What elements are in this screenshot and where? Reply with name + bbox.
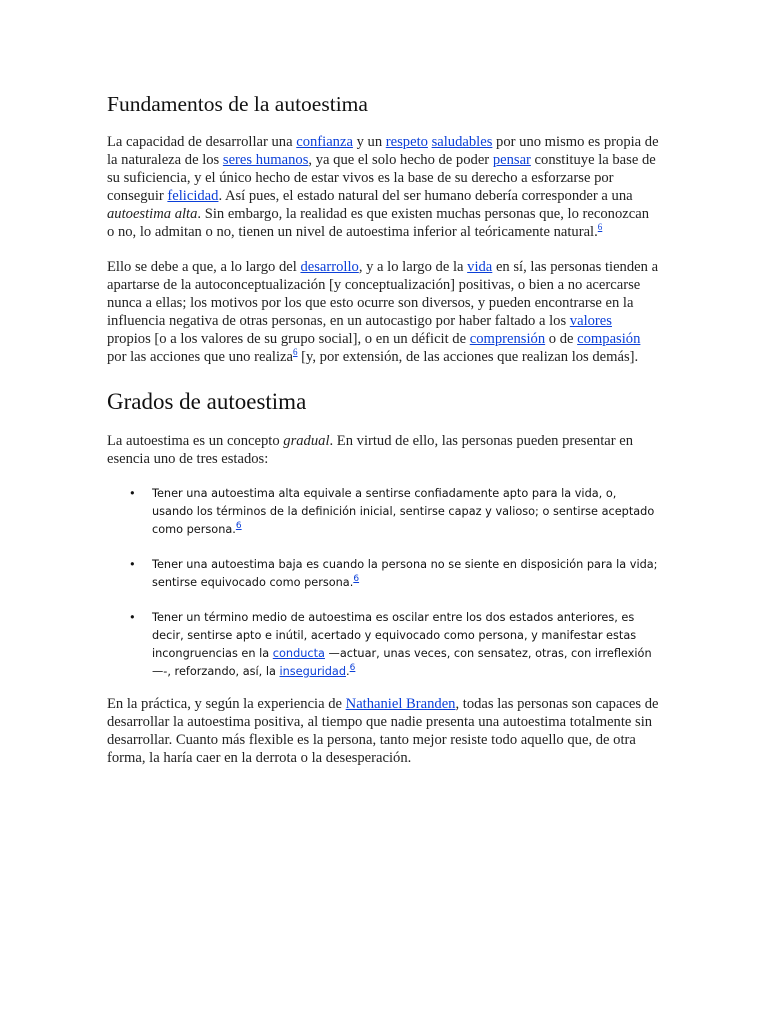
emphasis-gradual: gradual — [283, 433, 330, 449]
text-run: . En virtud de ello, las personas pueden presentar en esencia uno de tres estados: — [107, 433, 634, 467]
footnote-ref-6[interactable]: 6 — [235, 521, 242, 532]
list-item — [107, 485, 659, 539]
link-inseguridad[interactable]: inseguridad — [279, 665, 347, 678]
link-nathaniel-branden[interactable]: Nathaniel Branden — [345, 696, 456, 712]
link-vida[interactable]: vida — [467, 259, 493, 275]
text-run: constituye la base de su suficiencia, y el único hecho de estar vivos es la base de su derecho a esforzarse por conseguir — [107, 152, 656, 204]
list-item-text: Tener un término medio de autoestima es oscilar entre los dos estados anteriores, es decir, sentirse apto e inútil, acertado y equivocado como persona, y manifestar estas incongruencias en la — [152, 611, 637, 660]
link-compasion[interactable]: compasión — [577, 331, 641, 347]
text-run: en sí, las personas tienden a apartarse de la autoconceptualización [y conceptualización] positivas, o bien a no acercarse nunca a ellas; los motivos por los que esto ocurre son diversos, y pueden encontrarse en la influencia negativa de otras personas, en un autocastigo por haber faltado a los — [107, 259, 659, 329]
footnote-ref-6[interactable]: 6 — [353, 574, 360, 585]
bullet-dot: • — [129, 611, 136, 624]
link-confianza[interactable]: confianza — [296, 134, 353, 150]
list-item — [107, 556, 659, 592]
footnote-ref-6[interactable]: 6 — [349, 663, 356, 674]
link-seres-humanos[interactable]: seres humanos — [222, 152, 309, 168]
link-saludables[interactable]: saludables — [431, 134, 493, 150]
text-run: [y, por extensión, de las acciones que realizan los demás]. — [297, 349, 639, 365]
link-valores[interactable]: valores — [569, 313, 612, 329]
text-run: . Sin embargo, la realidad es que existen muchas personas que, lo reconozcan o no, lo admitan o no, tienen un nivel de autoestima inferior al teóricamente natural. — [107, 206, 649, 240]
text-run: Ello se debe a que, a lo largo del — [107, 259, 301, 275]
link-desarrollo[interactable]: desarrollo — [300, 259, 359, 275]
paragraph-grados-closing — [107, 695, 659, 767]
text-run: y un — [352, 134, 386, 150]
text-run: , ya que el solo hecho de poder — [308, 152, 493, 168]
text-run: , todas las personas son capaces de desarrollar la autoestima positiva, al tiempo que nadie presenta una autoestima totalmente sin desarrollar. Cuanto más flexible es la persona, tanto mejor resiste todo aquello que, de otra forma, la haría caer en la derrota o la desesperación. — [107, 696, 659, 766]
paragraph-fundamentos-2 — [107, 258, 659, 366]
link-conducta[interactable]: conducta — [272, 647, 325, 660]
text-run: por uno mismo es propia de la naturaleza de los — [107, 134, 659, 168]
text-run: En la práctica, y según la experiencia de — [107, 696, 346, 712]
text-run: por las acciones que uno realiza — [107, 349, 293, 365]
text-run: , y a lo largo de la — [358, 259, 468, 275]
bullet-dot: • — [129, 487, 136, 500]
section-title-fundamentos: Fundamentos de la autoestima — [107, 92, 368, 116]
link-respeto[interactable]: respeto — [385, 134, 428, 150]
text-run: La capacidad de desarrollar una — [107, 134, 297, 150]
list-item-text: . — [346, 665, 350, 678]
paragraph-grados-intro — [107, 432, 659, 468]
bullet-dot: • — [129, 558, 136, 571]
link-comprension[interactable]: comprensión — [469, 331, 546, 347]
list-item-text: —actuar, unas veces, con sensatez, otras, con irreflexión—-, reforzando, así, la — [152, 647, 652, 678]
link-pensar[interactable]: pensar — [492, 152, 531, 168]
emphasis-autoestima-alta: autoestima alta — [107, 206, 198, 222]
footnote-ref-6[interactable]: 6 — [293, 347, 298, 358]
section-title-grados: Grados de autoestima — [107, 389, 307, 414]
text-run: . Así pues, el estado natural del ser humano debería corresponder a una — [218, 188, 633, 204]
text-run: propios [o a los valores de su grupo social], o en un déficit de — [107, 331, 470, 347]
footnote-ref-6[interactable]: 6 — [597, 222, 603, 233]
paragraph-fundamentos-1 — [107, 133, 659, 241]
list-item-text: Tener una autoestima baja es cuando la persona no se siente en disposición para la vida; sentirse equivocado como persona. — [152, 558, 658, 589]
grados-list — [107, 485, 659, 681]
text-run: o de — [545, 331, 578, 347]
article-body — [107, 88, 659, 784]
link-felicidad[interactable]: felicidad — [167, 188, 219, 204]
list-item-text: Tener una autoestima alta equivale a sentirse confiadamente apto para la vida, o, usando los términos de la definición inicial, sentirse capaz y valioso; o sentirse aceptado como persona. — [152, 487, 655, 536]
text-run: La autoestima es un concepto — [107, 433, 284, 449]
list-item — [107, 609, 659, 681]
